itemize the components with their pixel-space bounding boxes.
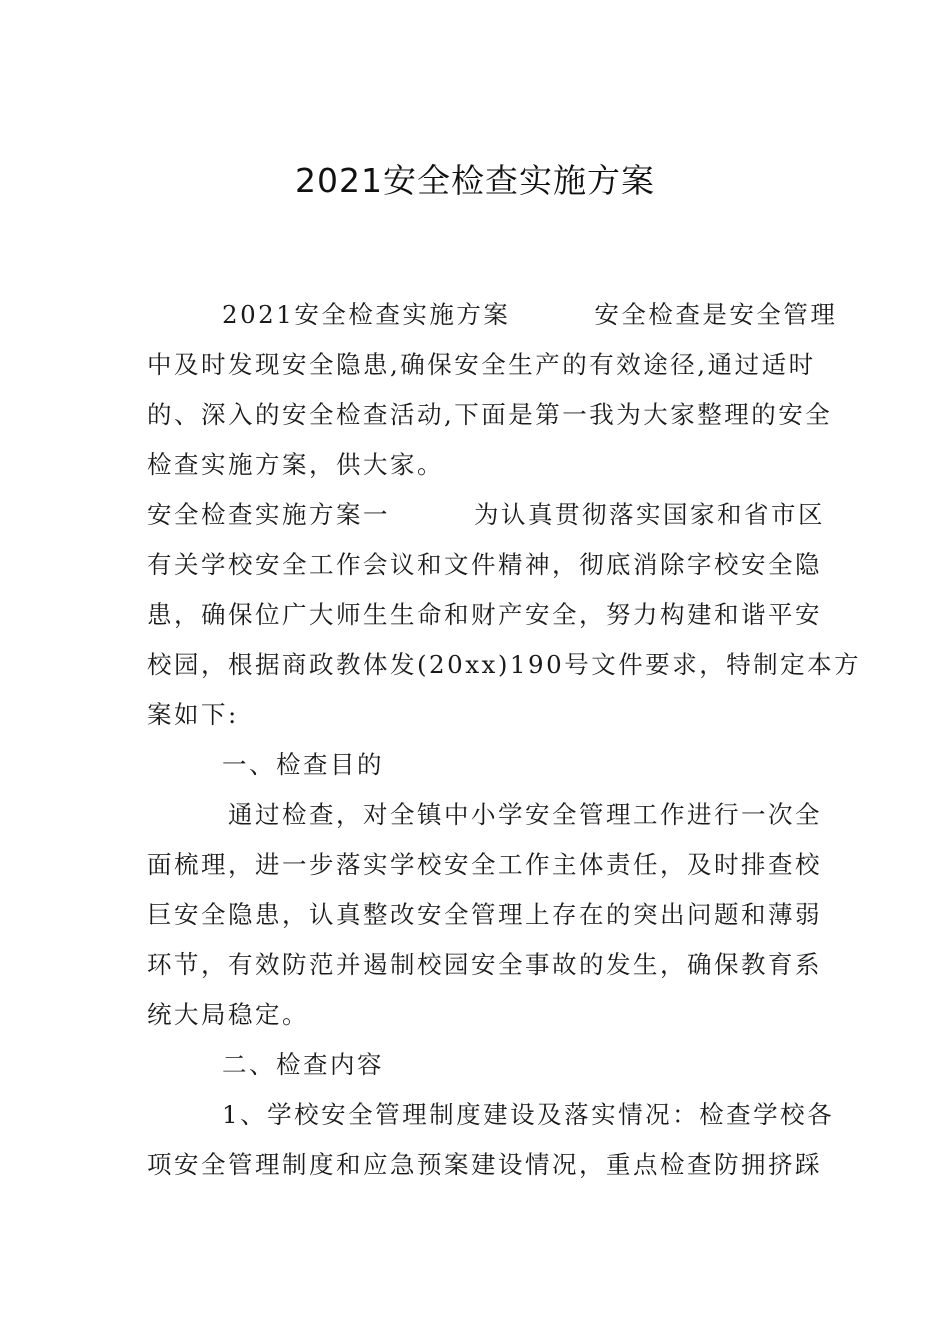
paragraph-line: 案如下: (147, 700, 239, 729)
section-heading-2: 二、检查内容 (222, 1050, 384, 1079)
paragraph-line: 环节，有效防范并遏制校园安全事故的发生，确保教育系 (147, 950, 822, 979)
paragraph-line: 项安全管理制度和应急预案建设情况，重点检查防拥挤踩 (147, 1150, 822, 1179)
paragraph-line: 的、深入的安全检查活动,下面是第一我为大家整理的安全 (147, 400, 833, 429)
paragraph-line: 中及时发现安全隐患,确保安全生产的有效途径,通过适时 (147, 350, 816, 379)
paragraph-line: 巨安全隐患，认真整改安全管理上存在的突出问题和薄弱 (147, 900, 822, 929)
paragraph-line: 统大局稳定。 (147, 1000, 309, 1029)
section-heading-1: 一、检查目的 (222, 750, 384, 779)
document-title: 2021安全检查实施方案 (295, 161, 655, 200)
paragraph-line: 1、学校安全管理制度建设及落实情况：检查学校各 (222, 1100, 835, 1129)
paragraph-line (222, 296, 838, 331)
plan-one-heading: 安全检查实施方案一 (147, 500, 390, 529)
paragraph-line: 校园，根据商政教体发(20xx)190号文件要求，特制定本方 (147, 650, 862, 679)
paragraph-line: 患，确保位广大师生生命和财产安全，努力构建和谐平安 (147, 600, 822, 629)
intro-heading-text: 2021安全检查实施方案 (222, 300, 511, 329)
paragraph-line (147, 496, 825, 531)
paragraph-line: 通过检查，对全镇中小学安全管理工作进行一次全 (228, 800, 822, 829)
intro-text: 安全检查是安全管理 (594, 300, 838, 329)
plan-one-text: 为认真贯彻落实国家和省市区 (474, 500, 825, 529)
paragraph-line: 有关学校安全工作会议和文件精神，彻底消除字校安全隐 (147, 550, 822, 579)
paragraph-line: 检查实施方案，供大家。 (147, 450, 444, 479)
paragraph-line: 面梳理，进一步落实学校安全工作主体责任，及时排查校 (147, 850, 822, 879)
